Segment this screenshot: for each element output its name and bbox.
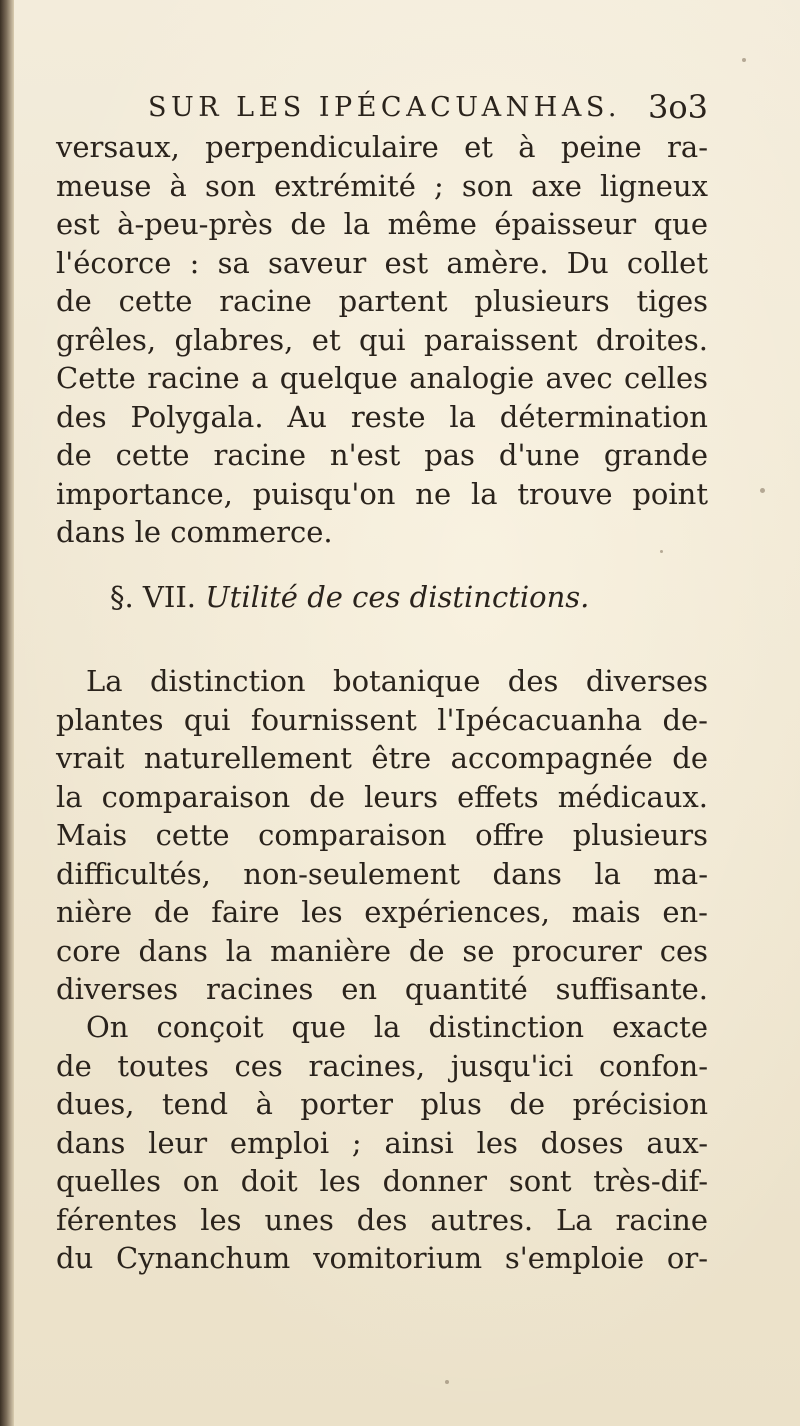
text-line: Mais cette comparaison offre plusieurs <box>56 818 708 852</box>
text-line: férentes les unes des autres. La racine <box>56 1202 708 1237</box>
book-binding-edge <box>0 0 14 1426</box>
text-line: est à-peu-près de la même épaisseur que <box>56 207 708 241</box>
text-line: grêles, glabres, et qui paraissent droites. <box>56 322 708 357</box>
text-line: dans le commerce. <box>56 515 333 549</box>
paper-speck <box>445 1380 449 1384</box>
text-line: meuse à son extrémité ; son axe ligneux <box>56 168 708 203</box>
text-line: La distinction botanique des diverses <box>86 664 708 698</box>
text-line: la comparaison de leurs effets médicaux. <box>56 779 708 814</box>
section-heading <box>110 580 589 614</box>
text-line: dans leur emploi ; ainsi les doses aux- <box>56 1125 708 1160</box>
text-line: des Polygala. Au reste la détermination <box>56 399 708 434</box>
text-line: difficultés, non-seulement dans la ma- <box>56 856 708 891</box>
paper-speck <box>660 550 663 553</box>
section-title: Utilité de ces distinctions. <box>205 580 590 614</box>
text-line: dues, tend à porter plus de précision <box>56 1087 708 1121</box>
paper-speck <box>742 58 746 62</box>
text-line: vrait naturellement être accompagnée de <box>56 741 708 775</box>
page-number: 3o3 <box>648 88 708 126</box>
text-line: versaux, perpendiculaire et à peine ra- <box>56 130 708 164</box>
text-line: de cette racine partent plusieurs tiges <box>56 284 708 318</box>
page-header <box>148 88 708 132</box>
text-line: Cette racine a quelque analogie avec celles <box>56 361 708 395</box>
paragraph-continuation <box>56 128 708 552</box>
paragraph <box>56 1008 708 1278</box>
text-line: core dans la manière de se procurer ces <box>56 933 708 968</box>
text-line: de toutes ces racines, jusqu'ici confon- <box>56 1048 708 1083</box>
text-line: On conçoit que la distinction exacte <box>86 1010 708 1044</box>
text-line: l'écorce : sa saveur est amère. Du collet <box>56 245 708 280</box>
text-line: plantes qui fournissent l'Ipécacuanha de- <box>56 702 708 737</box>
running-title: SUR LES IPÉCACUANHAS. <box>148 92 621 123</box>
section-number: §. VII. <box>110 580 197 614</box>
paper-speck <box>760 488 765 493</box>
text-line: du Cynanchum vomitorium s'emploie or- <box>56 1241 708 1275</box>
text-line: nière de faire les expériences, mais en- <box>56 895 708 929</box>
paragraph <box>56 662 708 1009</box>
text-line: quelles on doit les donner sont très-dif- <box>56 1164 708 1198</box>
text-line: importance, puisqu'on ne la trouve point <box>56 476 708 511</box>
text-line: diverses racines en quantité suffisante. <box>56 972 708 1006</box>
text-line: de cette racine n'est pas d'une grande <box>56 438 708 472</box>
